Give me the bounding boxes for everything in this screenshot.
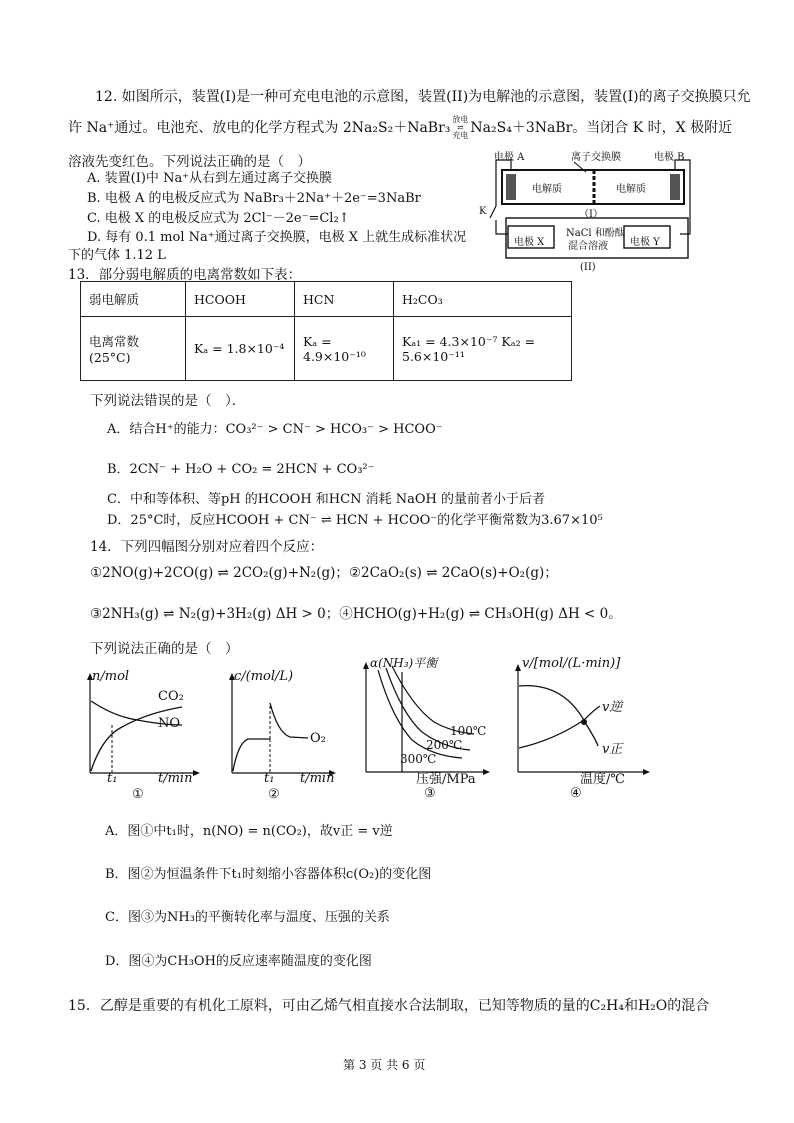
table-header-row [81,282,572,317]
graph3-100c: 100℃ [450,724,487,738]
cell-1-label: （I） [579,209,603,220]
reversible-arrow: 放电 ⇌ 充电 [452,115,469,140]
q12-option-d[interactable]: D. 每有 0.1 mol Na⁺通过离子交换膜，电极 X 上就生成标准状况 [87,230,467,245]
graph4-vfwd: v正 [602,742,623,757]
arrow-top-label: 放电 [452,115,469,124]
q12-option-c[interactable]: C. 电极 X 的电极反应式为 2Cl⁻－2e⁻=Cl₂↑ [87,211,350,226]
curve-v-forward [519,686,598,746]
graph3-300c: 300℃ [400,752,437,766]
graph1-t1: t₁ [107,771,118,786]
q13-option-b[interactable]: B．2CN⁻ + H₂O + CO₂ = 2HCN + CO₃²⁻ [107,462,375,477]
graph2-ylabel: c/(mol/L) [234,669,294,684]
q15-line1: 15．乙醇是重要的有机化工原料，可由乙烯气相直接水合法制取，已知等物质的量的C₂H₄和H₂O的混合 [68,998,710,1014]
table-cell: 电离常数(25°C) [81,317,186,381]
q14-option-c[interactable]: C．图③为NH₃的平衡转化率与温度、压强的关系 [105,910,390,925]
table-cell: Kₐ₁ = 4.3×10⁻⁷ Kₐ₂ = 5.6×10⁻¹¹ [394,317,572,381]
q12-apparatus-figure [476,148,706,280]
q13-option-c[interactable]: C．中和等体积、等pH 的HCOOH 和HCN 消耗 NaOH 的量前者小于后者 [107,492,545,507]
solution-label-1: NaCl 和酚酞 [566,228,625,239]
membrane-label: 离子交换膜 [571,152,621,163]
electrolyte-left-label: 电解质 [532,184,562,195]
table-row [81,317,572,381]
graph-4 [504,650,654,803]
electrode-a-plate [506,174,516,200]
table-cell: 弱电解质 [81,282,186,317]
q12-line2 [68,116,732,140]
q12-line2-pre: 许 Na⁺通过。电池充、放电的化学方程式为 2Na₂S₂＋NaBr₃ [68,120,451,136]
q14-option-b[interactable]: B．图②为恒温条件下t₁时刻缩小容器体积c(O₂)的变化图 [105,867,432,882]
graph4-vrev: v逆 [602,700,623,715]
graph4-xlabel: 温度/℃ [580,772,625,787]
q12-option-b[interactable]: B. 电极 A 的电极反应式为 NaBr₃＋2Na⁺＋2e⁻=3NaBr [87,191,421,206]
electrode-b-plate [670,174,680,200]
graph-3 [352,648,492,803]
q13-question: 下列说法错误的是（ ）． [90,393,246,409]
q13-option-d[interactable]: D．25°C时，反应HCOOH + CN⁻ ⇌ HCN + HCOO⁻的化学平衡常数为3.67×10⁵ [107,513,603,528]
electrode-a-label: 电极 A [494,152,525,163]
q12-line1: 12. 如图所示，装置(I)是一种可充电电池的示意图，装置(II)为电解池的示意图，装置(I)的离子交换膜只允 [95,89,751,105]
switch-k-label: K [479,206,487,217]
q12-line2-post: Na₂S₄＋3NaBr。当闭合 K 时，X 极附近 [470,120,733,136]
arrow-bottom-label: 充电 [452,131,469,140]
curve-o2-after [270,703,308,738]
graph1-number: ① [132,787,144,802]
q14-reactions-2: ③2NH₃(g) ⇌ N₂(g)+3H₂(g) ΔH > 0；④HCHO(g)+H₂(g) ⇌ CH₃OH(g) ΔH < 0。 [90,606,622,622]
table-cell: HCN [295,282,394,317]
table-cell: H₂CO₃ [394,282,572,317]
cell-2-label: (II) [580,262,596,273]
graph1-series-co2: CO₂ [158,689,184,704]
graph3-200c: 200℃ [426,738,463,752]
q12-option-d-cont: 下的气体 1.12 L [68,248,166,263]
q14-intro: 14．下列四幅图分别对应着四个反应： [90,539,324,555]
curve-o2-before [233,739,270,771]
q12-line3: 溶液先变红色。下列说法正确的是（ ） [68,154,311,170]
graph1-xlabel: t/min [158,771,193,786]
table-cell: Kₐ = 4.9×10⁻¹⁰ [295,317,394,381]
intersection-point [581,719,587,725]
solution-label-2: 混合溶液 [568,241,608,252]
electrode-y-label: 电极 Y [630,237,660,248]
electrode-x-label: 电极 X [514,237,545,248]
switch-k-line [490,206,496,218]
q13-option-a[interactable]: A．结合H⁺的能力：CO₃²⁻ > CN⁻ > HCO₃⁻ > HCOO⁻ [107,422,443,437]
graph4-ylabel: v/[mol/(L·min)] [522,656,621,671]
table-cell: Kₐ = 1.8×10⁻⁴ [186,317,295,381]
q14-option-d[interactable]: D．图④为CH₃OH的反应速率随温度的变化图 [105,954,372,969]
page-footer: 第 3 页 共 6 页 [343,1058,426,1072]
graph2-number: ② [268,787,280,802]
graph-1 [72,663,202,803]
q14-reactions-1: ①2NO(g)+2CO(g) ⇌ 2CO₂(g)+N₂(g)；②2CaO₂(s) ⇌ 2CaO(s)+O₂(g)； [90,565,558,581]
electrolyte-right-label: 电解质 [616,184,646,195]
graph3-ylabel: α(NH₃)平衡 [370,656,438,670]
graph2-series-o2: O₂ [310,731,326,746]
graph3-xlabel: 压强/MPa [416,772,476,787]
graph1-ylabel: n/mol [92,669,130,684]
table-cell: HCOOH [186,282,295,317]
graph2-t1: t₁ [264,771,275,786]
graph2-xlabel: t/min [300,771,335,786]
ionization-constants-table [80,281,572,381]
graph1-series-no: NO [158,716,181,731]
electrode-b-label: 电极 B [654,152,685,163]
graph3-number: ③ [424,786,436,801]
graph4-number: ④ [570,786,582,801]
q14-option-a[interactable]: A．图①中t₁时，n(NO) = n(CO₂)，故v正 = v逆 [105,824,393,839]
graph-2 [214,663,344,803]
q12-option-a[interactable]: A. 装置(I)中 Na⁺从右到左通过离子交换膜 [87,171,333,186]
q14-question: 下列说法正确的是（ ） [90,641,239,657]
q13-intro: 13．部分弱电解质的电离常数如下表： [68,267,302,283]
